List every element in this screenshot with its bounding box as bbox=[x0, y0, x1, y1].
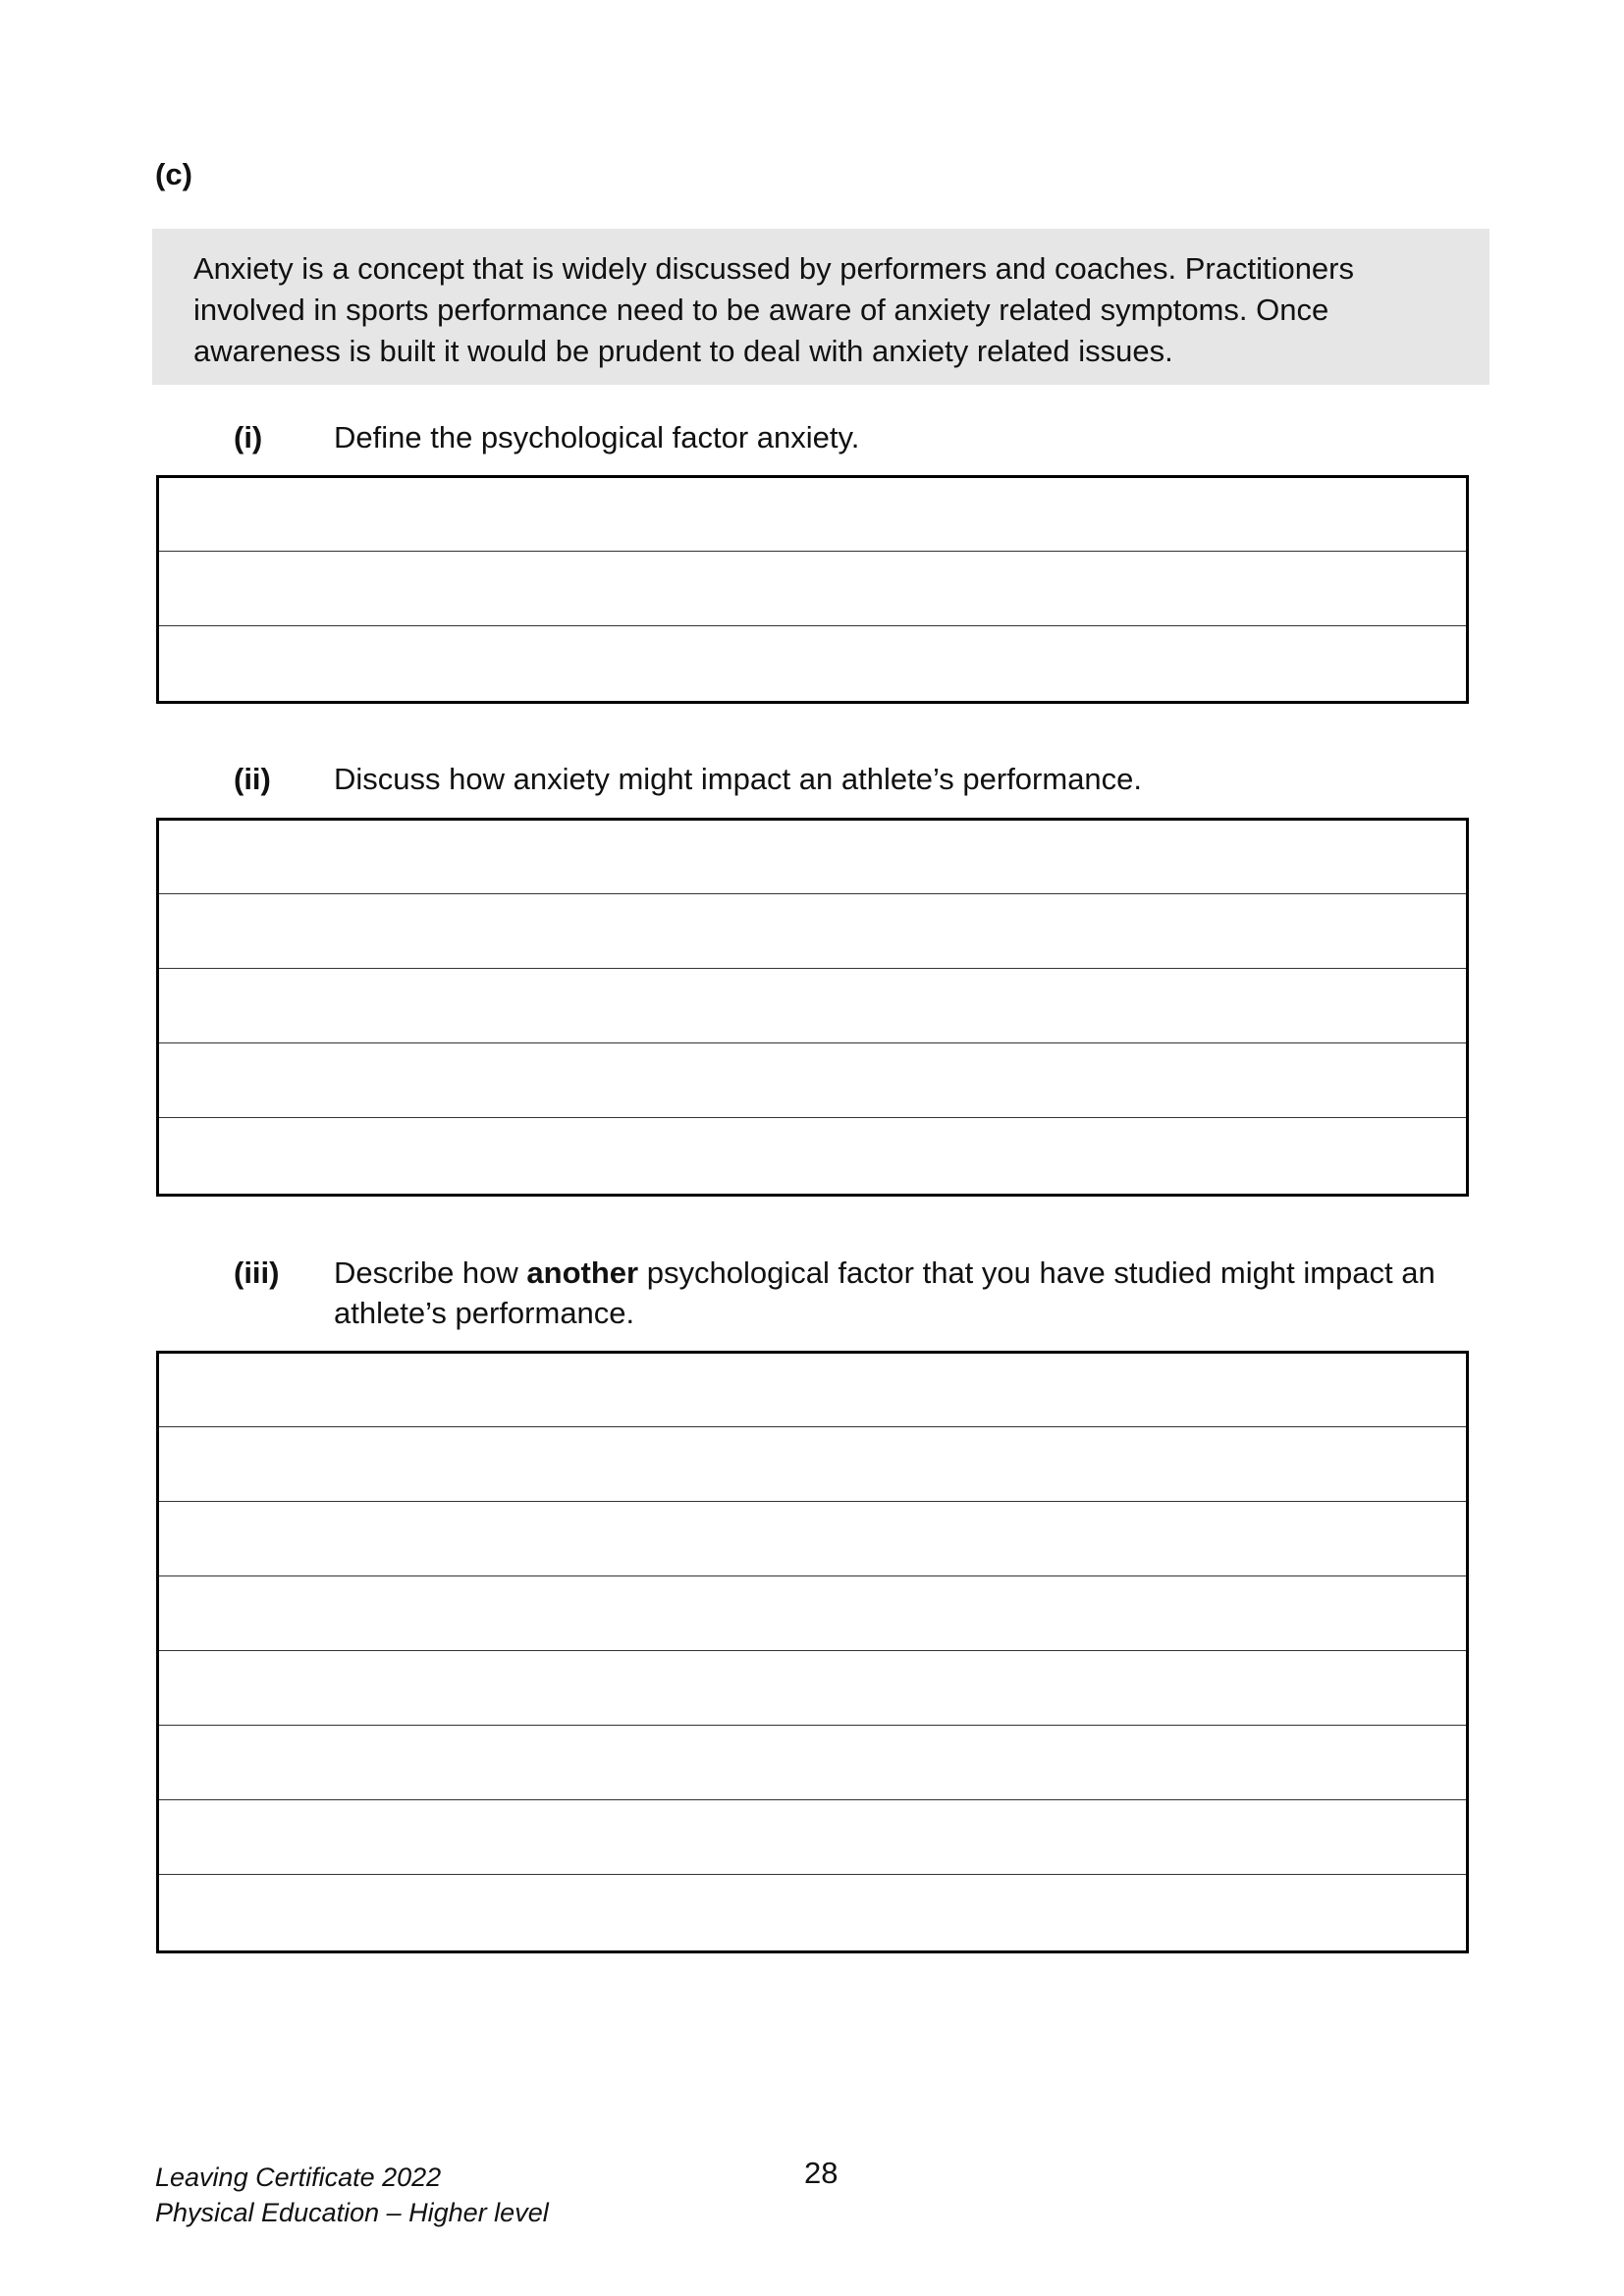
question-iii-number: (iii) bbox=[234, 1255, 280, 1290]
answer-line bbox=[159, 1042, 1466, 1043]
answer-line bbox=[159, 1799, 1466, 1800]
question-iii-text-line2: athlete’s performance. bbox=[334, 1296, 635, 1330]
answer-line bbox=[159, 893, 1466, 894]
answer-box-ii[interactable] bbox=[156, 818, 1469, 1197]
stimulus-line: Anxiety is a concept that is widely discussed by performers and coaches. Practitioners bbox=[193, 251, 1354, 286]
stimulus-line: awareness is built it would be prudent to deal with anxiety related issues. bbox=[193, 334, 1173, 368]
question-iii-text bbox=[334, 1253, 1435, 1293]
question-iii-text-start: Describe how bbox=[334, 1255, 527, 1290]
stimulus-line: involved in sports performance need to be aware of anxiety related symptoms. Once bbox=[193, 293, 1329, 327]
footer-exam-info bbox=[155, 2160, 549, 2230]
question-iii-text-end: psychological factor that you have studied might impact an bbox=[638, 1255, 1435, 1290]
answer-line bbox=[159, 1725, 1466, 1726]
question-ii-text: Discuss how anxiety might impact an athlete’s performance. bbox=[334, 762, 1143, 796]
answer-line bbox=[159, 1575, 1466, 1576]
answer-line bbox=[159, 551, 1466, 552]
question-iii-emphasis: another bbox=[526, 1255, 639, 1290]
answer-line bbox=[159, 625, 1466, 626]
page-number: 28 bbox=[804, 2156, 839, 2190]
part-label: (c) bbox=[155, 157, 192, 191]
answer-box-i[interactable] bbox=[156, 475, 1469, 704]
answer-line bbox=[159, 1501, 1466, 1502]
question-i-number: (i) bbox=[234, 420, 263, 454]
stimulus-text-box bbox=[152, 229, 1489, 385]
answer-line bbox=[159, 1117, 1466, 1118]
answer-line bbox=[159, 968, 1466, 969]
question-i-text: Define the psychological factor anxiety. bbox=[334, 420, 860, 454]
answer-box-iii[interactable] bbox=[156, 1351, 1469, 1953]
footer-exam-title: Leaving Certificate 2022 bbox=[155, 2163, 442, 2192]
answer-line bbox=[159, 1874, 1466, 1875]
answer-line bbox=[159, 1426, 1466, 1427]
question-ii-number: (ii) bbox=[234, 762, 271, 796]
footer-subject: Physical Education – Higher level bbox=[155, 2198, 549, 2227]
answer-line bbox=[159, 1650, 1466, 1651]
